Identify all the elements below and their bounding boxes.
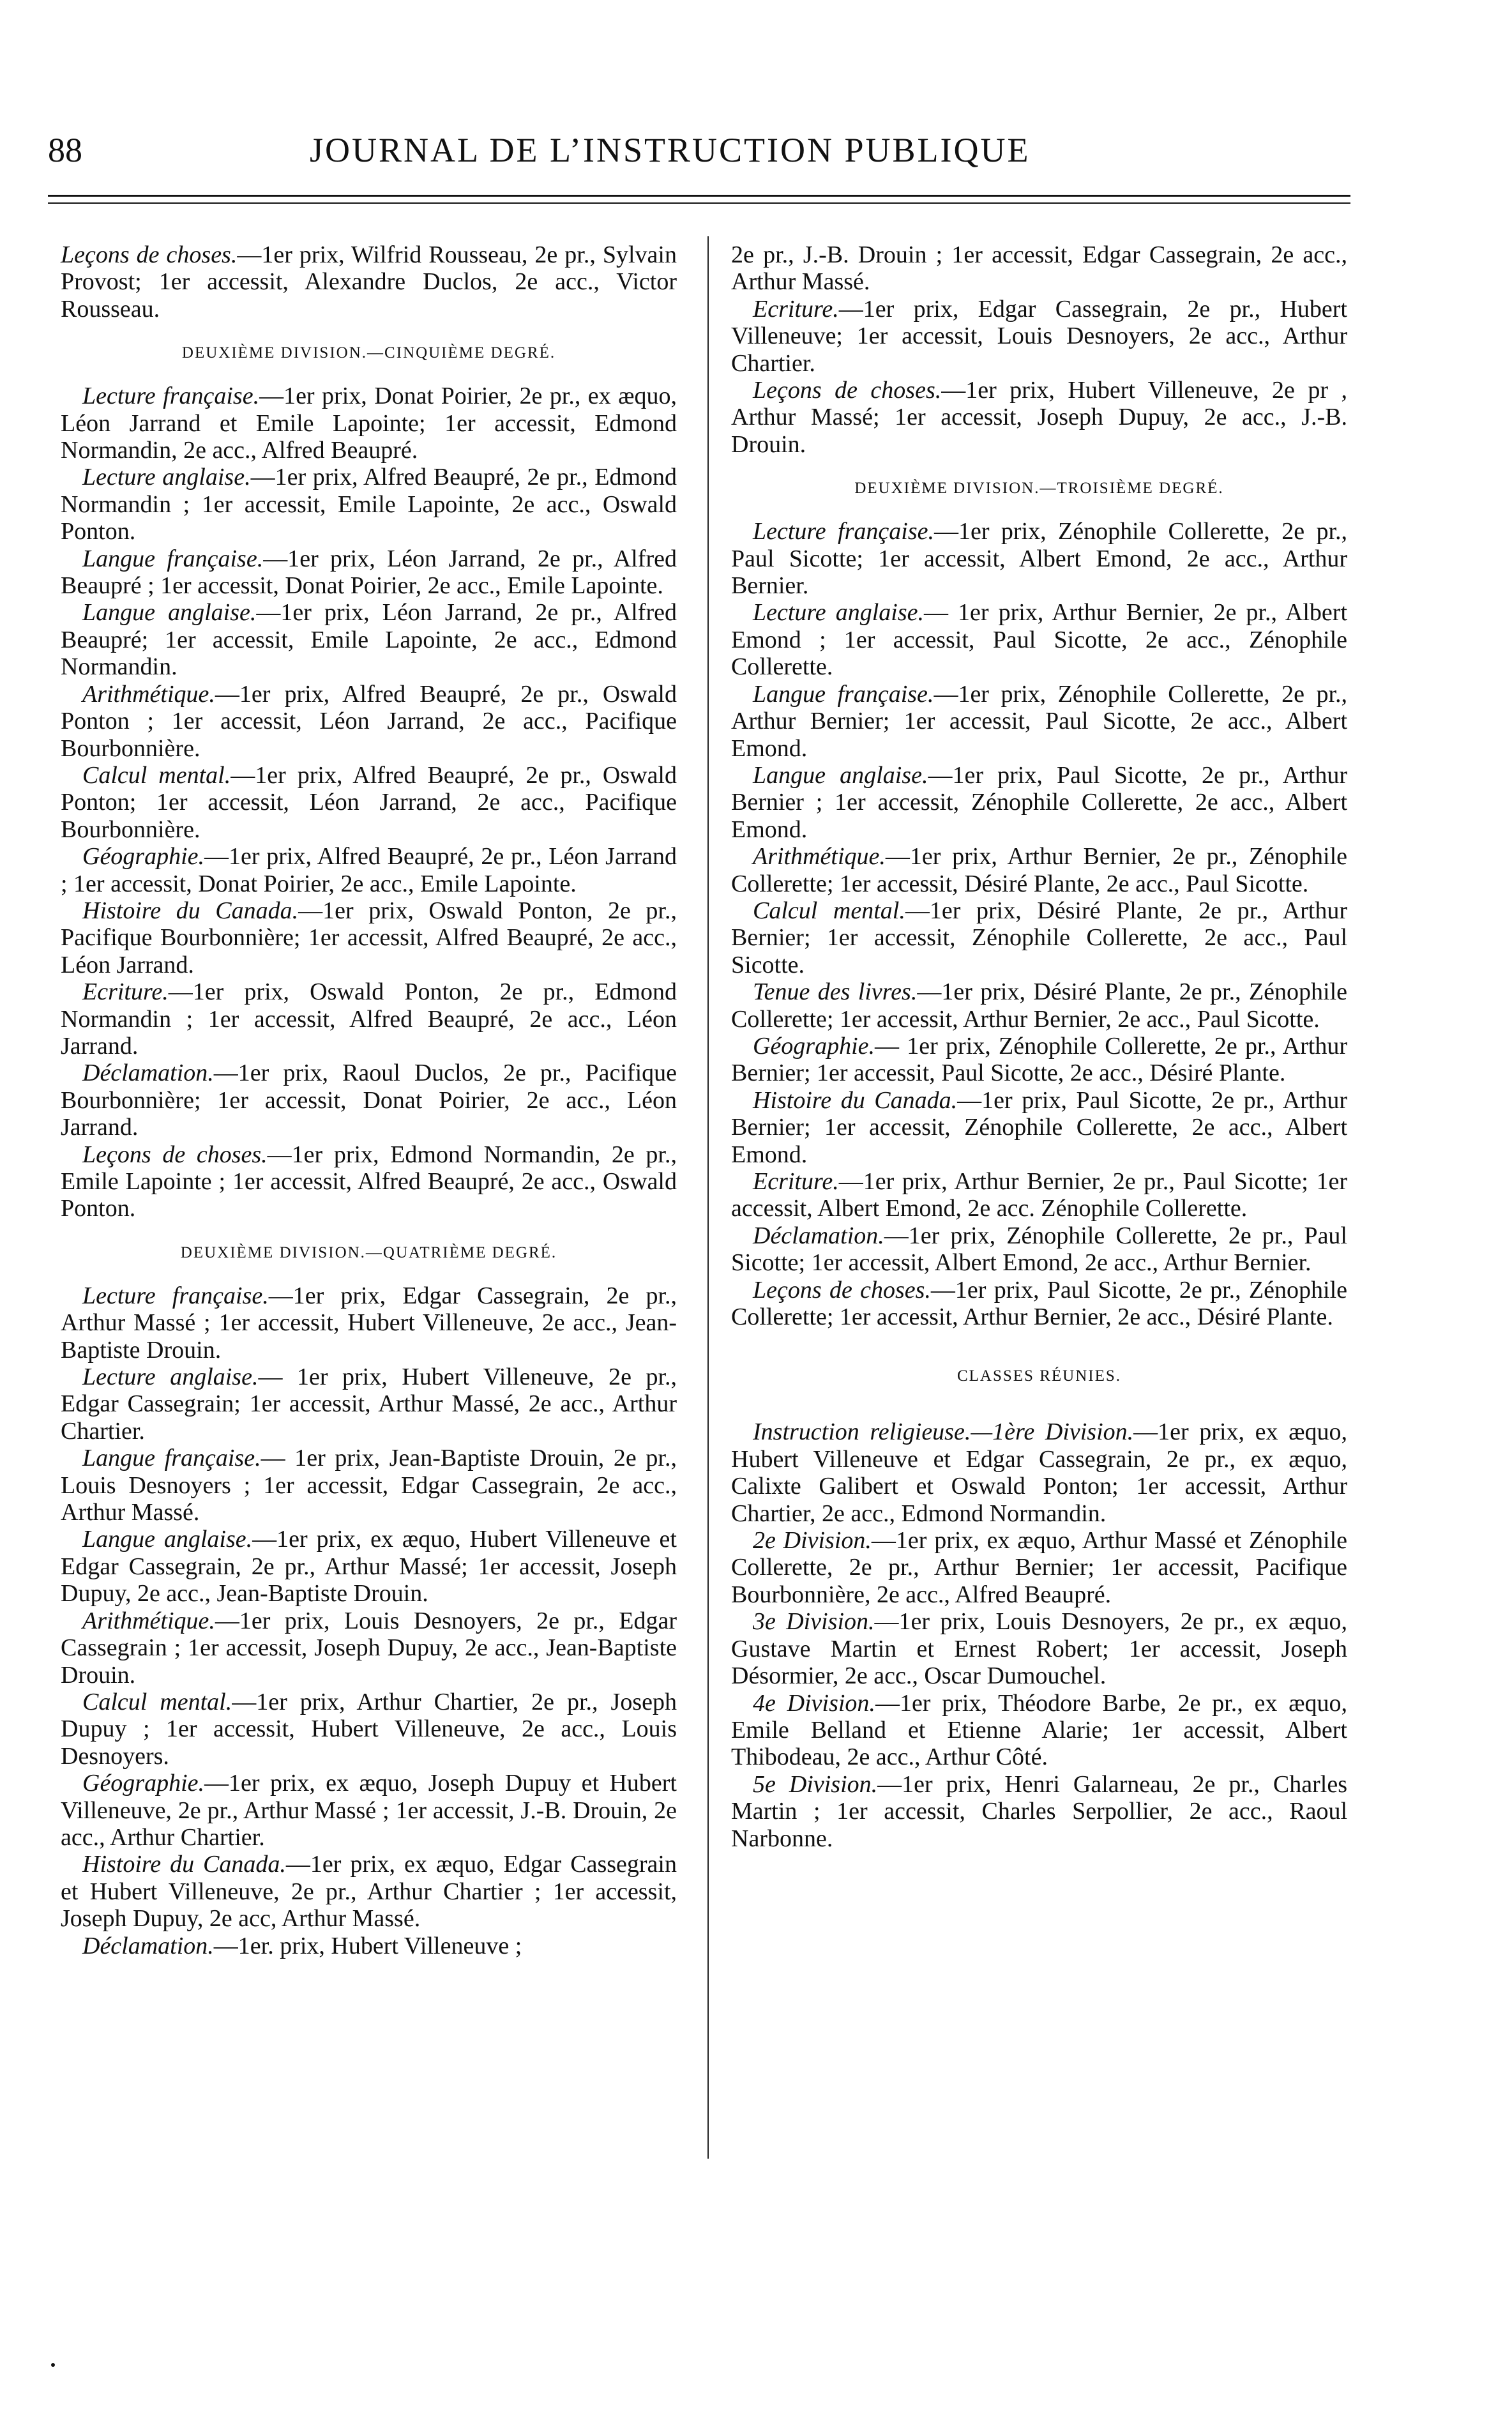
- subject-name: Calcul mental.: [82, 761, 231, 789]
- prize-text: —1er prix, Théodore Barbe, 2e pr., ex æquo, Emile Belland et Etienne Alarie; 1er accessit, Albert Thibodeau, 2e acc., Arthur Côté.: [731, 1689, 1348, 1771]
- prize-text: —1er prix, Paul Sicotte, 2e pr., Arthur Bernier ; 1er accessit, Zénophile Collerette, 2e acc., Albert Emond.: [731, 761, 1347, 843]
- prize-entry: [731, 599, 1347, 680]
- subject-name: 3e Division.: [753, 1608, 875, 1636]
- subject-name: Langue française.: [753, 680, 934, 708]
- subject-name: Lecture française.: [753, 518, 934, 545]
- prize-entry: [731, 1418, 1347, 1527]
- prize-entry: [731, 978, 1347, 1033]
- prize-text: 2e pr., J.-B. Drouin ; 1er accessit, Edgar Cassegrain, 2e acc., Arthur Massé.: [731, 241, 1347, 296]
- right-column: [731, 241, 1347, 1852]
- subject-name: Déclamation.: [82, 1060, 214, 1087]
- prize-text: —1er prix, Paul Sicotte, 2e pr., Zénophile Collerette; 1er accessit, Arthur Bernier, 2e acc., Désiré Plante.: [731, 1276, 1347, 1331]
- prize-text: —1er prix, Oswald Ponton, 2e pr., Pacifique Bourbonnière; 1er accessit, Alfred Beaupré, 2e acc., Léon Jarrand.: [61, 897, 677, 978]
- prize-entry: [731, 897, 1347, 978]
- prize-entry: [731, 1087, 1347, 1168]
- prize-entry: [61, 681, 677, 762]
- prize-text: —1er prix, Edmond Normandin, 2e pr., Emile Lapointe ; 1er accessit, Alfred Beaupré, 2e acc., Oswald Ponton.: [61, 1141, 677, 1222]
- prize-entry: [61, 1445, 677, 1526]
- prize-text: —1er prix, Désiré Plante, 2e pr., Arthur Bernier; 1er accessit, Zénophile Collerette, 2e acc., Paul Sicotte.: [731, 897, 1347, 978]
- section-heading: DEUXIÈME DIVISION.—QUATRIÈME DEGRÉ.: [180, 1243, 557, 1261]
- subject-name: Ecriture.: [753, 295, 839, 323]
- prize-text: — 1er prix, Jean-Baptiste Drouin, 2e pr., Louis Desnoyers ; 1er accessit, Edgar Cassegrain, 2e acc., Arthur Massé.: [61, 1445, 677, 1526]
- prize-text: —1er prix, Alfred Beaupré, 2e pr., Léon Jarrand ; 1er accessit, Donat Poirier, 2e acc., Emile Lapointe.: [61, 843, 677, 897]
- subject-name: Langue française.: [82, 545, 264, 572]
- prize-text: —1er prix, Zénophile Collerette, 2e pr., Paul Sicotte; 1er accessit, Albert Emond, 2e acc., Arthur Bernier.: [731, 518, 1348, 600]
- prize-entry: [61, 762, 677, 843]
- prize-entry: [731, 1033, 1347, 1087]
- prize-entry: [61, 383, 677, 464]
- prize-entry: [731, 296, 1347, 377]
- prize-text: —1er prix, Paul Sicotte, 2e pr., Arthur Bernier; 1er accessit, Zénophile Collerette, 2e acc., Albert Emond.: [731, 1086, 1348, 1168]
- prize-text: —1er prix, Raoul Duclos, 2e pr., Pacifique Bourbonnière; 1er accessit, Donat Poirier, 2e acc., Léon Jarrand.: [61, 1060, 677, 1141]
- prize-entry: [61, 545, 677, 600]
- subject-name: Langue anglaise.: [753, 761, 928, 789]
- subject-name: Calcul mental.: [753, 897, 905, 924]
- prize-entry: [731, 1168, 1347, 1222]
- prize-text: —1er prix, Edgar Cassegrain, 2e pr., Hubert Villeneuve; 1er accessit, Louis Desnoyers, 2e acc., Arthur Chartier.: [731, 295, 1347, 377]
- prize-text: —1er prix, Edgar Cassegrain, 2e pr., Arthur Massé ; 1er accessit, Hubert Villeneuve, 2e acc., Jean-Baptiste Drouin.: [61, 1282, 677, 1364]
- subject-name: Leçons de choses.: [753, 1276, 931, 1303]
- subject-name: Arithmétique.: [753, 843, 886, 870]
- column-divider: [707, 236, 709, 2159]
- subject-name: Arithmétique.: [82, 1607, 215, 1634]
- subject-name: 5e Division.: [753, 1770, 878, 1798]
- prize-entry: [61, 1689, 677, 1770]
- subject-name: Arithmétique.: [82, 680, 215, 708]
- prize-text: —1er prix, Alfred Beaupré, 2e pr., Edmond Normandin ; 1er accessit, Emile Lapointe, 2e acc., Oswald Ponton.: [61, 464, 677, 545]
- prize-entry: [61, 1060, 677, 1141]
- subject-name: Ecriture.: [82, 978, 169, 1006]
- prize-text: —1er prix, Louis Desnoyers, 2e pr., Edgar Cassegrain ; 1er accessit, Joseph Dupuy, 2e acc., Jean-Baptiste Drouin.: [61, 1607, 677, 1689]
- prize-text: —1er prix, Alfred Beaupré, 2e pr., Oswald Ponton ; 1er accessit, Léon Jarrand, 2e acc., Pacifique Bourbonnière.: [61, 680, 677, 762]
- prize-entry: [61, 843, 677, 897]
- prize-entry: [61, 978, 677, 1060]
- prize-entry: [731, 1771, 1347, 1852]
- prize-entry: [61, 1526, 677, 1607]
- section-heading: DEUXIÈME DIVISION.—CINQUIÈME DEGRÉ.: [181, 344, 556, 362]
- prize-entry: [731, 518, 1347, 599]
- prize-text: —1er prix, Alfred Beaupré, 2e pr., Oswald Ponton; 1er accessit, Léon Jarrand, 2e acc., Pacifique Bourbonnière.: [61, 761, 677, 843]
- prize-entry: [731, 1527, 1347, 1608]
- prize-text: — 1er prix, Arthur Bernier, 2e pr., Albert Emond ; 1er accessit, Paul Sicotte, 2e acc., Zénophile Collerette.: [731, 599, 1348, 681]
- subject-name: Leçons de choses.: [61, 241, 238, 268]
- prize-text: —1er prix, Léon Jarrand, 2e pr., Alfred Beaupré; 1er accessit, Emile Lapointe, 2e acc., Edmond Normandin.: [61, 599, 677, 681]
- prize-entry: [731, 681, 1347, 762]
- prize-entry: [61, 1141, 677, 1222]
- subject-name: Lecture française.: [82, 1282, 269, 1309]
- prize-entry: [61, 1364, 677, 1445]
- prize-text: —1er prix, Léon Jarrand, 2e pr., Alfred Beaupré ; 1er accessit, Donat Poirier, 2e acc., Emile Lapointe.: [61, 545, 677, 600]
- subject-name: Leçons de choses.: [82, 1141, 268, 1168]
- prize-entry: [61, 1933, 677, 1959]
- prize-entry: [61, 599, 677, 680]
- prize-text: —1er prix, Louis Desnoyers, 2e pr., ex æquo, Gustave Martin et Ernest Robert; 1er accessit, Joseph Désormier, 2e acc., Oscar Dumouchel.: [731, 1608, 1347, 1690]
- subject-name: Lecture anglaise.: [82, 464, 251, 491]
- subject-name: Langue française.: [82, 1445, 261, 1472]
- prize-entry: [731, 1690, 1347, 1771]
- prize-text: —1er prix, ex æquo, Hubert Villeneuve et Edgar Cassegrain, 2e pr., ex æquo, Calixte Galibert et Oswald Ponton; 1er accessit, Arthur Chartier, 2e acc., Edmond Normandin.: [731, 1418, 1348, 1527]
- subject-name: Calcul mental.: [82, 1688, 232, 1715]
- subject-name: Ecriture.: [753, 1168, 839, 1195]
- subject-name: Géographie.: [753, 1032, 875, 1060]
- prize-text: —1er prix, Zénophile Collerette, 2e pr., Arthur Bernier; 1er accessit, Paul Sicotte, 2e acc., Albert Emond.: [731, 680, 1347, 762]
- prize-entry: [61, 1282, 677, 1364]
- prize-text: —1er prix, Arthur Bernier, 2e pr., Zénophile Collerette; 1er accessit, Désiré Plante, 2e acc., Paul Sicotte.: [731, 843, 1347, 897]
- subject-name: Lecture anglaise.: [753, 599, 924, 627]
- header-rule: [48, 195, 1350, 197]
- prize-text: —1er prix, Oswald Ponton, 2e pr., Edmond Normandin ; 1er accessit, Alfred Beaupré, 2e acc., Léon Jarrand.: [61, 978, 677, 1060]
- prize-entry: [731, 762, 1347, 843]
- prize-text: —1er. prix, Hubert Villeneuve ;: [213, 1932, 522, 1959]
- header-rule-thin: [48, 202, 1350, 204]
- prize-text: —1er prix, Donat Poirier, 2e pr., ex æquo, Léon Jarrand et Emile Lapointe; 1er accessit, Edmond Normandin, 2e acc., Alfred Beaupré.: [61, 383, 677, 464]
- page-number: 88: [48, 131, 82, 169]
- prize-text: —1er prix, Arthur Bernier, 2e pr., Paul Sicotte; 1er accessit, Albert Emond, 2e acc. Zénophile Collerette.: [731, 1168, 1347, 1222]
- prize-text: —1er prix, ex æquo, Arthur Massé et Zénophile Collerette, 2e pr., Arthur Bernier; 1er accessit, Pacifique Bourbonnière, 2e acc., Alfred Beaupré.: [731, 1527, 1347, 1608]
- prize-text: —1er prix, Arthur Chartier, 2e pr., Joseph Dupuy ; 1er accessit, Hubert Villeneuve, 2e acc., Louis Desnoyers.: [61, 1688, 677, 1770]
- subject-name: Histoire du Canada.: [82, 1851, 286, 1878]
- prize-entry: [731, 1608, 1347, 1689]
- prize-entry: [731, 241, 1347, 296]
- subject-name: Langue anglaise.: [82, 1526, 253, 1553]
- subject-name: 4e Division.: [753, 1689, 875, 1717]
- left-column: [61, 241, 677, 1959]
- prize-entry: [731, 843, 1347, 897]
- subject-name: Lecture française.: [82, 383, 260, 410]
- subject-name: Tenue des livres.: [753, 978, 918, 1006]
- subject-name: 2e Division.: [753, 1527, 872, 1554]
- prize-text: — 1er prix, Zénophile Collerette, 2e pr., Arthur Bernier; 1er accessit, Paul Sicotte, 2e acc., Désiré Plante.: [731, 1032, 1347, 1087]
- prize-entry: [61, 897, 677, 978]
- subject-name: Déclamation.: [82, 1932, 214, 1959]
- subject-name: Histoire du Canada.: [753, 1086, 958, 1114]
- prize-text: —1er prix, Henri Galarneau, 2e pr., Charles Martin ; 1er accessit, Charles Serpollier, 2e acc., Raoul Narbonne.: [731, 1770, 1348, 1852]
- subject-name: Histoire du Canada.: [82, 897, 299, 924]
- prize-text: —1er prix, Wilfrid Rousseau, 2e pr., Sylvain Provost; 1er accessit, Alexandre Duclos, 2e acc., Victor Rousseau.: [61, 241, 677, 323]
- subject-name: Géographie.: [82, 843, 205, 870]
- prize-text: —1er prix, ex æquo, Joseph Dupuy et Hubert Villeneuve, 2e pr., Arthur Massé ; 1er accessit, J.-B. Drouin, 2e acc., Arthur Chartier.: [61, 1770, 677, 1851]
- prize-entry: [731, 1277, 1347, 1331]
- prize-entry: [731, 377, 1347, 458]
- prize-text: —1er prix, ex æquo, Hubert Villeneuve et Edgar Cassegrain, 2e pr., Arthur Massé; 1er accessit, Joseph Dupuy, 2e acc., Jean-Baptiste Drouin.: [61, 1526, 677, 1607]
- page-header: [48, 131, 1350, 182]
- prize-text: —1er prix, ex æquo, Edgar Cassegrain et Hubert Villeneuve, 2e pr., Arthur Chartier ; 1er accessit, Joseph Dupuy, 2e acc, Arthur Massé.: [61, 1851, 677, 1933]
- prize-entry: [61, 464, 677, 545]
- section-heading: CLASSES RÉUNIES.: [956, 1367, 1122, 1385]
- subject-name: Langue anglaise.: [82, 599, 257, 627]
- prize-entry: [61, 241, 677, 323]
- prize-text: — 1er prix, Hubert Villeneuve, 2e pr., Edgar Cassegrain; 1er accessit, Arthur Massé, 2e acc., Arthur Chartier.: [61, 1364, 677, 1445]
- subject-name: Lecture anglaise.: [82, 1364, 259, 1391]
- prize-entry: [731, 1222, 1347, 1277]
- prize-text: —1er prix, Zénophile Collerette, 2e pr., Paul Sicotte; 1er accessit, Albert Emond, 2e acc., Arthur Bernier.: [731, 1222, 1347, 1277]
- section-heading: DEUXIÈME DIVISION.—TROISIÈME DEGRÉ.: [854, 480, 1224, 498]
- running-title: JOURNAL DE L’INSTRUCTION PUBLIQUE: [310, 131, 1031, 169]
- stray-mark: [51, 2363, 55, 2367]
- subject-name: Leçons de choses.: [753, 377, 942, 404]
- subject-name: Instruction religieuse.—1ère Division.: [753, 1418, 1134, 1446]
- prize-entry: [61, 1770, 677, 1851]
- prize-entry: [61, 1607, 677, 1689]
- prize-entry: [61, 1851, 677, 1932]
- subject-name: Déclamation.: [753, 1222, 884, 1249]
- subject-name: Géographie.: [82, 1770, 205, 1797]
- prize-text: —1er prix, Désiré Plante, 2e pr., Zénophile Collerette; 1er accessit, Arthur Bernier, 2e acc., Paul Sicotte.: [731, 978, 1348, 1033]
- prize-text: —1er prix, Hubert Villeneuve, 2e pr , Arthur Massé; 1er accessit, Joseph Dupuy, 2e acc., J.-B. Drouin.: [731, 377, 1347, 458]
